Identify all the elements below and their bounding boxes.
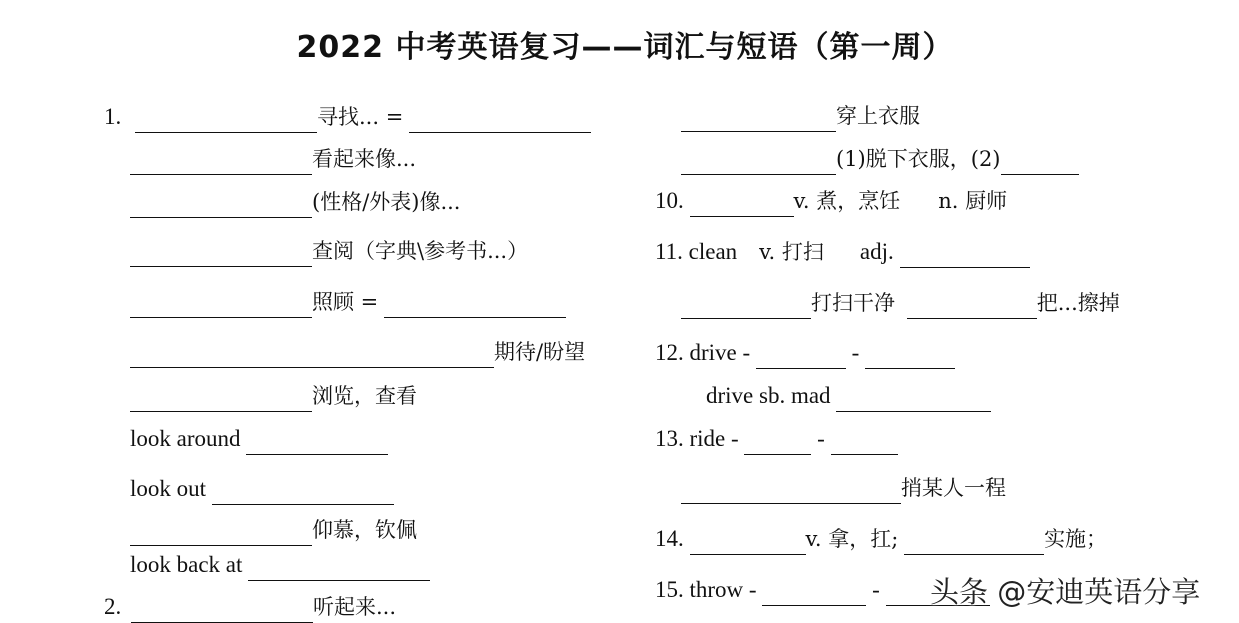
item-text: 把...擦掉 [1036, 291, 1120, 315]
item-text: 13. ride - [655, 426, 739, 451]
item-text: 12. drive - [655, 340, 751, 365]
item-line [681, 101, 920, 131]
item-text: 照顾 = [312, 290, 379, 314]
item-line [706, 381, 991, 411]
item-text: v. 煮，烹饪 [793, 189, 901, 213]
item-text: v. 拿，扛; [805, 527, 899, 551]
item-text: 实施； [1044, 527, 1108, 551]
blank[interactable] [900, 241, 1030, 268]
blank[interactable] [836, 385, 991, 412]
dash: - [851, 340, 860, 365]
watermark: 头条 @安迪英语分享 [930, 575, 1201, 609]
blank[interactable] [681, 292, 811, 319]
blank[interactable] [756, 342, 846, 369]
blank[interactable] [904, 528, 1044, 555]
item-1-line [104, 102, 591, 132]
item-text: 11. clean [655, 239, 738, 264]
item-number: 10. [655, 188, 684, 213]
blank[interactable] [681, 477, 901, 504]
item-text: 捎某人一程 [901, 476, 1006, 500]
item-text: 打扫干净 [811, 291, 895, 315]
item-14-line [655, 524, 1107, 554]
item-text: v. 打扫 [759, 240, 824, 264]
blank[interactable] [831, 428, 898, 455]
blank[interactable] [690, 528, 806, 555]
item-line [130, 337, 585, 367]
item-text: (1)脱下衣服，(2) [836, 147, 1001, 171]
page-title: 2022 中考英语复习——词汇与短语（第一周） [296, 30, 954, 65]
item-text: 期待/盼望 [494, 340, 586, 364]
blank[interactable] [907, 292, 1037, 319]
item-line [130, 287, 566, 317]
blank[interactable] [130, 191, 312, 218]
blank[interactable] [130, 148, 312, 175]
item-line [681, 288, 1120, 318]
blank[interactable] [384, 291, 566, 318]
blank[interactable] [690, 190, 794, 217]
item-text: (性格/外表)像... [312, 190, 461, 214]
item-text: 寻找... = [317, 105, 404, 129]
item-text: 听起来... [313, 595, 397, 619]
item-line [681, 473, 1006, 503]
item-text: 看起来像... [312, 147, 417, 171]
item-line [130, 515, 417, 545]
item-text: 穿上衣服 [836, 104, 920, 128]
item-text: adj. [859, 239, 894, 264]
item-line [130, 474, 394, 504]
item-line [130, 424, 388, 454]
item-line [681, 144, 1079, 174]
blank[interactable] [681, 148, 836, 175]
blank[interactable] [212, 478, 394, 505]
item-text: 仰慕，钦佩 [312, 518, 417, 542]
blank[interactable] [130, 240, 312, 267]
blank[interactable] [130, 341, 494, 368]
blank[interactable] [135, 106, 317, 133]
blank[interactable] [762, 579, 866, 606]
item-text: 查阅（字典\参考书...） [312, 239, 529, 263]
item-text: n. 厨师 [938, 189, 1008, 213]
item-line [130, 187, 461, 217]
blank[interactable] [409, 106, 591, 133]
item-text: 浏览，查看 [312, 384, 417, 408]
blank[interactable] [131, 596, 313, 623]
item-line [130, 381, 417, 411]
item-text: look around [130, 426, 241, 451]
blank[interactable] [681, 105, 836, 132]
dash: - [872, 577, 880, 602]
item-line [130, 144, 416, 174]
item-text: 15. throw - [655, 577, 757, 602]
item-number: 1. [104, 104, 122, 129]
blank[interactable] [130, 385, 312, 412]
blank[interactable] [1001, 148, 1079, 175]
item-line [130, 236, 528, 266]
item-line [130, 550, 430, 580]
item-number: 14. [655, 526, 684, 551]
blank[interactable] [130, 291, 312, 318]
item-12-line [655, 338, 955, 368]
blank[interactable] [130, 519, 312, 546]
item-text: look out [130, 476, 207, 501]
blank[interactable] [865, 342, 955, 369]
item-text: drive sb. mad [706, 383, 831, 408]
blank[interactable] [248, 554, 430, 581]
blank[interactable] [744, 428, 811, 455]
item-10-line [655, 186, 1007, 216]
dash: - [817, 426, 825, 451]
item-text: look back at [130, 552, 243, 577]
item-number: 2. [104, 594, 122, 619]
item-13-line [655, 424, 898, 454]
item-11-line [655, 237, 1030, 267]
item-2-line [104, 592, 396, 622]
blank[interactable] [246, 428, 388, 455]
